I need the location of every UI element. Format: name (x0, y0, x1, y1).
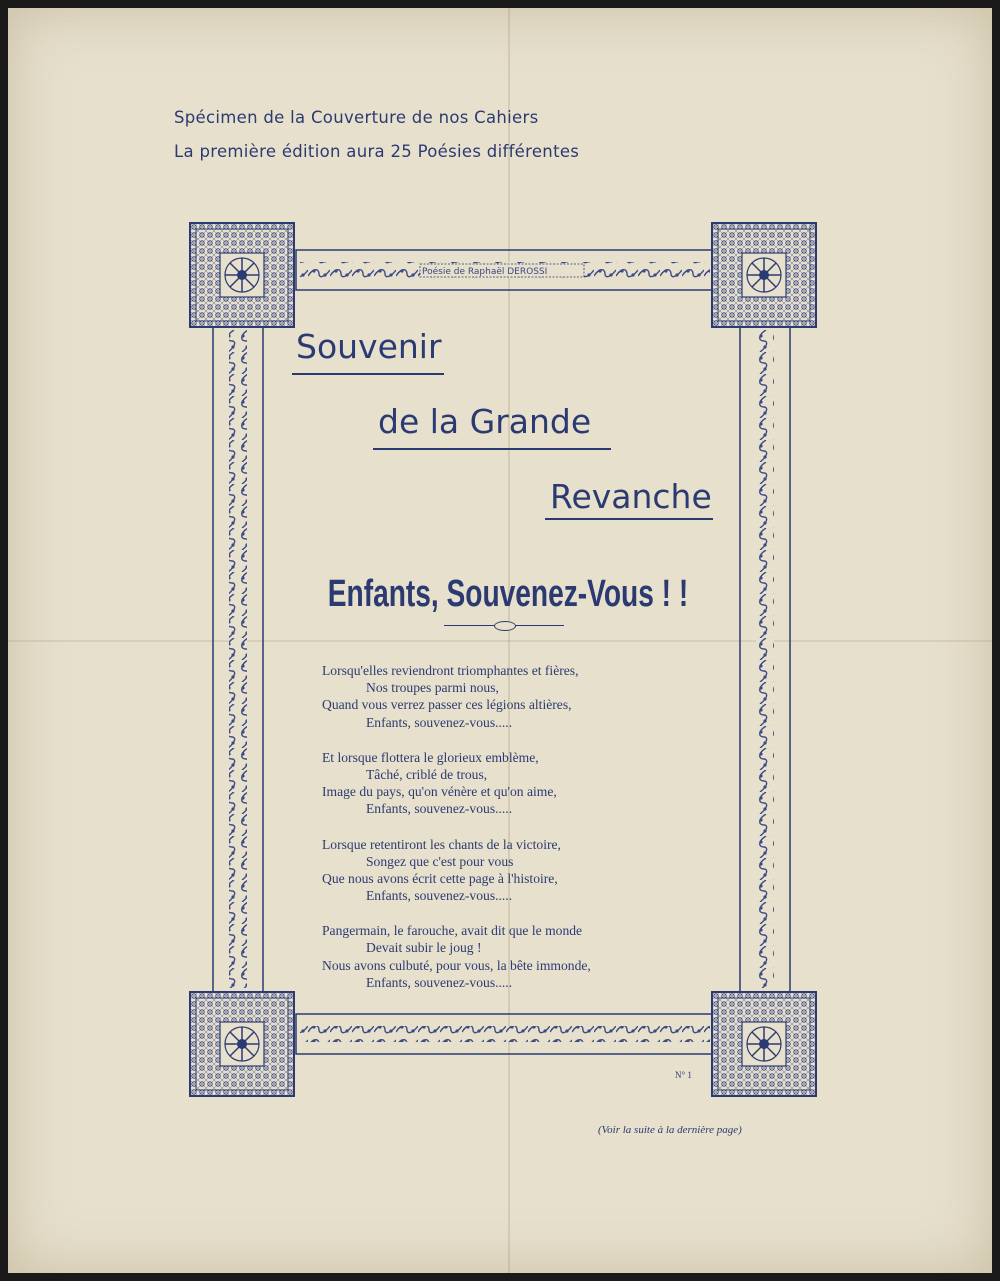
verse: Enfants, souvenez-vous..... (366, 974, 513, 990)
stanza (322, 749, 591, 818)
title-underline (545, 518, 713, 520)
verse: Enfants, souvenez-vous..... (366, 714, 513, 730)
corner-top-right (712, 223, 816, 327)
header-line-specimen: Spécimen de la Couverture de nos Cahiers (174, 108, 539, 127)
right-vine-band (756, 330, 774, 988)
verse: Nous avons culbuté, pour vous, la bête immonde, (322, 957, 591, 973)
stanza (322, 662, 591, 731)
verse: Que nous avons écrit cette page à l'histoire, (322, 870, 558, 886)
verse: Songez que c'est pour vous (366, 853, 514, 869)
continuation-note: (Voir la suite à la dernière page) (598, 1124, 742, 1136)
header-line-edition: La première édition aura 25 Poésies différentes (174, 142, 580, 161)
verse: Nos troupes parmi nous, (366, 680, 499, 696)
verse: Et lorsque flottera le glorieux emblème, (322, 749, 539, 765)
verse: Quand vous verrez passer ces légions altières, (322, 697, 572, 713)
issue-number: N° 1 (675, 1070, 692, 1080)
stanza (322, 922, 591, 991)
left-vine-band (229, 330, 247, 988)
title-underline (292, 373, 444, 375)
poem-body (322, 662, 591, 1009)
title-word-revanche: Revanche (550, 477, 712, 516)
stanza (322, 836, 591, 905)
title-ornament-dot (494, 621, 516, 631)
verse: Lorsque retentiront les chants de la victoire, (322, 836, 561, 852)
poem-credit: Poésie de Raphaël DEROSSI (422, 267, 548, 277)
corner-top-left (190, 223, 294, 327)
verse: Lorsqu'elles reviendront triomphantes et fières, (322, 663, 579, 678)
verse: Tâché, criblé de trous, (366, 766, 488, 782)
verse: Enfants, souvenez-vous..... (366, 801, 513, 817)
verse: Pangermain, le farouche, avait dit que le monde (322, 923, 583, 939)
corner-bottom-left (190, 992, 294, 1096)
poem-title: Enfants, Souvenez-Vous ! ! (327, 573, 689, 615)
verse: Image du pays, qu'on vénère et qu'on aime, (322, 784, 557, 800)
title-word-de-la-grande: de la Grande (378, 402, 592, 441)
bottom-vine-band (300, 1026, 710, 1042)
corner-bottom-right (712, 992, 816, 1096)
verse: Enfants, souvenez-vous..... (366, 888, 513, 904)
title-underline (373, 448, 611, 450)
title-word-souvenir: Souvenir (296, 327, 442, 366)
verse: Devait subir le joug ! (366, 940, 482, 956)
